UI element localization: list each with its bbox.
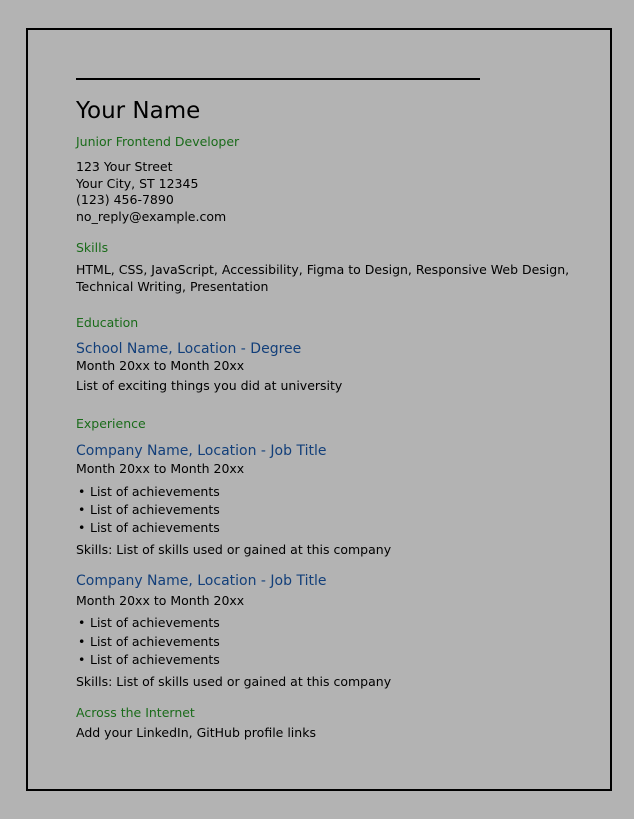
skills-heading: Skills [76, 240, 109, 255]
contact-block [76, 159, 576, 225]
job-1-dates: Month 20xx to Month 20xx [76, 461, 245, 476]
education-heading: Education [76, 315, 139, 330]
address-line-1: 123 Your Street [76, 159, 173, 174]
address-line-2: Your City, ST 12345 [76, 175, 199, 191]
email-address: no_reply@example.com [76, 208, 227, 224]
job-2-achievements [76, 614, 576, 669]
job-title: Junior Frontend Developer [76, 134, 240, 149]
education-entry-title: School Name, Location - Degree [76, 341, 302, 357]
resume-name: Your Name [76, 98, 201, 124]
job-1-achievements [76, 483, 576, 538]
internet-links: Add your LinkedIn, GitHub profile links [76, 724, 316, 740]
skills-line-2: Technical Writing, Presentation [76, 278, 269, 294]
resume-page [26, 28, 612, 791]
education-description: List of exciting things you did at university [76, 377, 343, 393]
job-2-skills: Skills: List of skills used or gained at this company [76, 674, 392, 690]
education-dates: Month 20xx to Month 20xx [76, 358, 245, 373]
skills-line-1: HTML, CSS, JavaScript, Accessibility, Figma to Design, Responsive Web Design, [76, 262, 570, 277]
top-divider [76, 78, 480, 80]
phone-number: (123) 456-7890 [76, 192, 174, 207]
list-item: • List of achievements [76, 501, 576, 519]
job-2-dates: Month 20xx to Month 20xx [76, 592, 245, 608]
list-item: • List of achievements [76, 483, 576, 501]
experience-heading: Experience [76, 416, 146, 431]
job-2-title: Company Name, Location - Job Title [76, 572, 327, 589]
resume-content [76, 96, 576, 741]
internet-heading: Across the Internet [76, 704, 195, 720]
skills-list [76, 262, 576, 295]
experience-job-2 [76, 572, 576, 691]
list-item: • List of achievements [76, 633, 576, 651]
job-1-skills: Skills: List of skills used or gained at this company [76, 542, 392, 558]
list-item: • List of achievements [76, 519, 576, 537]
list-item: • List of achievements [76, 614, 576, 632]
list-item: • List of achievements [76, 651, 576, 669]
experience-job-1 [76, 442, 576, 559]
job-1-title: Company Name, Location - Job Title [76, 443, 327, 459]
